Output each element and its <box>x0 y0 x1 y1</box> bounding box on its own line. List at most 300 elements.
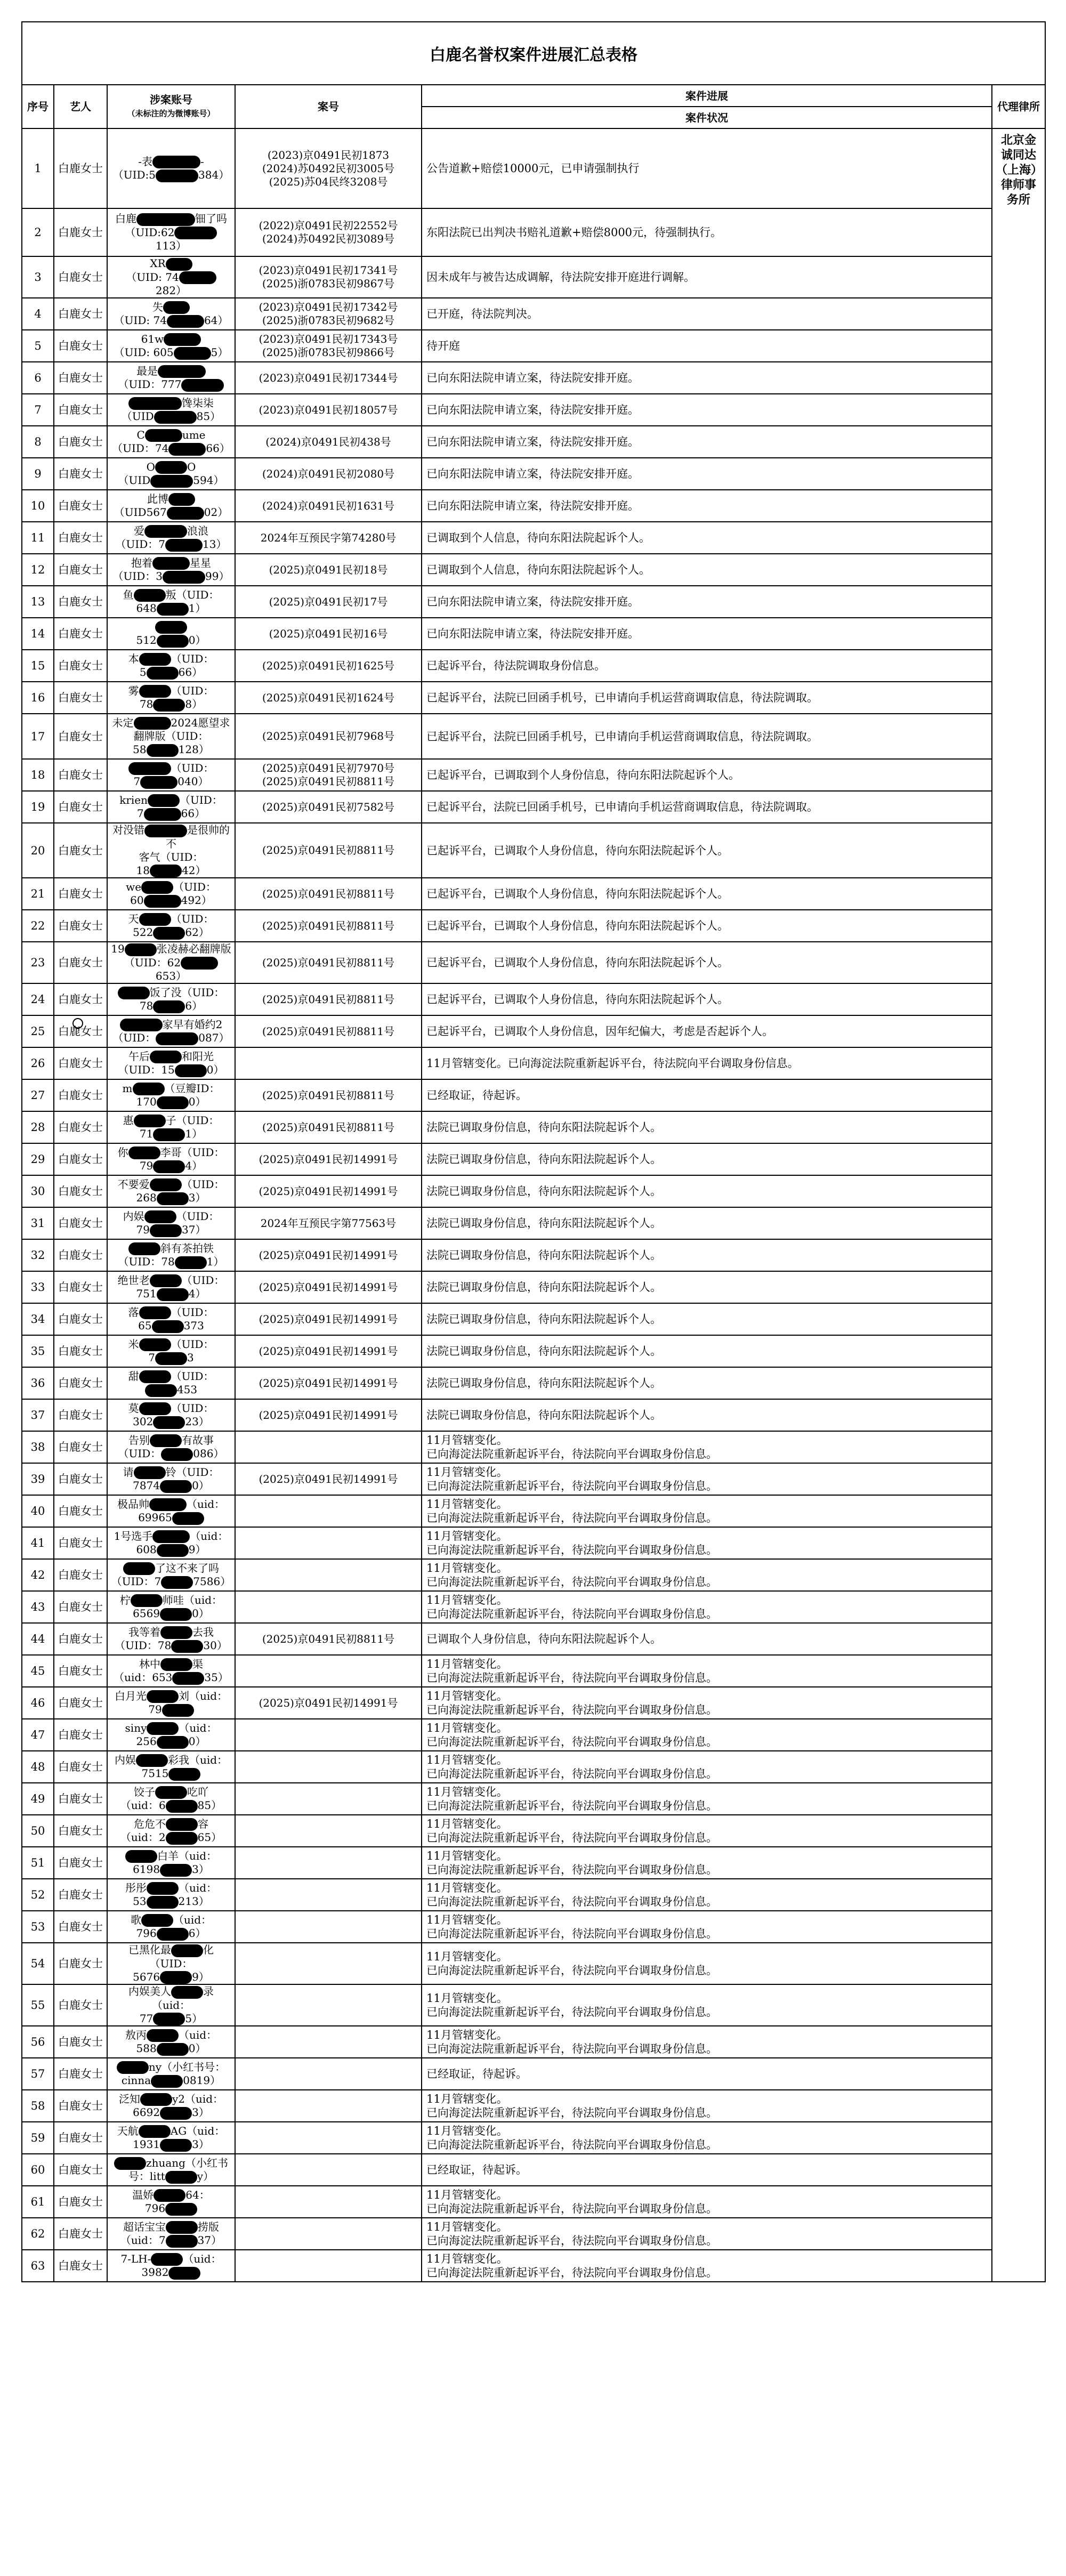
account-text: （UID： <box>171 912 214 925</box>
row-account <box>107 2250 235 2282</box>
account-line <box>111 442 231 456</box>
redaction-mark <box>150 1274 182 1287</box>
case-number-line: (2025)京0491民初8811号 <box>262 887 395 900</box>
row-case-number <box>235 1879 422 1911</box>
account-line <box>111 1927 231 1941</box>
redaction-mark <box>162 1704 194 1717</box>
account-text: 7 <box>148 1351 155 1364</box>
table-row <box>22 791 1045 823</box>
account-text: 3982 <box>141 2266 169 2279</box>
account-text: 3） <box>188 1191 206 1204</box>
account-text: siny <box>125 1721 147 1734</box>
row-account <box>107 1495 235 1527</box>
account-text: 64： <box>185 2188 210 2201</box>
row-account <box>107 362 235 394</box>
row-status <box>422 1751 992 1783</box>
account-text: 莫 <box>128 1401 139 1415</box>
row-account <box>107 1303 235 1335</box>
row-artist: 白鹿女士 <box>54 1687 107 1719</box>
row-case-number <box>235 1431 422 1463</box>
redaction-mark <box>166 1800 198 1813</box>
account-line <box>111 1985 231 2012</box>
redaction-mark <box>160 1971 192 1984</box>
account-text: 5） <box>211 346 229 359</box>
account-text: 天航 <box>117 2124 139 2137</box>
row-number: 7 <box>22 394 54 426</box>
redaction-mark <box>128 397 182 410</box>
status-line: 11月管辖变化。 <box>426 2029 508 2041</box>
row-status <box>422 1847 992 1879</box>
row-account <box>107 942 235 983</box>
row-number: 59 <box>22 2122 54 2154</box>
account-text: 42） <box>182 863 206 877</box>
account-line <box>111 1671 231 1685</box>
account-text: 饭了没（UID： <box>149 986 225 999</box>
header-progress: 案件进展 <box>422 85 992 107</box>
account-line <box>111 271 231 298</box>
account-text: 雾 <box>128 684 139 697</box>
row-case-number <box>235 1495 422 1527</box>
account-line <box>111 2202 231 2216</box>
account-line <box>111 397 231 410</box>
account-text: 9） <box>188 1543 206 1556</box>
account-text: 极品帅 <box>117 1497 149 1511</box>
redaction-mark <box>160 1864 192 1877</box>
table-row <box>22 1623 1045 1655</box>
row-number: 53 <box>22 1911 54 1943</box>
account-line <box>111 2125 231 2138</box>
table-row <box>22 1943 1045 1984</box>
account-text: 61w <box>141 332 164 345</box>
account-text: （UID： <box>180 793 223 806</box>
account-text: （uid： <box>179 1721 217 1734</box>
account-text: 5676 <box>133 1970 160 1983</box>
account-line <box>111 730 231 743</box>
row-status <box>422 2026 992 2058</box>
account-text: 0） <box>192 1479 209 1492</box>
account-text: 师哇（uid： <box>162 1593 223 1606</box>
account-text: 512 <box>136 634 157 647</box>
row-status <box>422 1335 992 1367</box>
account-line <box>111 365 231 378</box>
status-line: 11月管辖变化。 <box>426 1722 508 1734</box>
status-line: 已调取到个人信息，待向东阳法院起诉个人。 <box>426 531 650 544</box>
row-case-number <box>235 1335 422 1367</box>
account-line <box>111 986 231 1000</box>
status-line: 11月管辖变化。 <box>426 1530 508 1543</box>
redaction-mark <box>171 1640 203 1653</box>
redaction-mark <box>151 2075 183 2088</box>
account-text: 086） <box>193 1447 224 1460</box>
account-line <box>111 1786 231 1799</box>
row-artist: 白鹿女士 <box>54 1271 107 1303</box>
redaction-mark <box>153 1416 185 1429</box>
redaction-mark <box>139 1402 171 1415</box>
account-text: 落 <box>128 1305 139 1319</box>
account-text: 7-LH- <box>120 2252 151 2265</box>
status-line: 已起诉平台，已调取个人身份信息，待向东阳法院起诉个人。 <box>426 844 729 857</box>
row-number: 30 <box>22 1175 54 1207</box>
redaction-mark <box>134 1115 166 1127</box>
redaction-mark <box>165 539 203 552</box>
status-line: 已起诉平台，已调取个人身份信息，待向东阳法院起诉个人。 <box>426 887 729 900</box>
redaction-mark <box>155 1786 187 1799</box>
row-case-number <box>235 1655 422 1687</box>
row-artist: 白鹿女士 <box>54 1111 107 1143</box>
account-text: 18 <box>136 863 150 877</box>
account-line <box>111 168 231 182</box>
row-case-number <box>235 1079 422 1111</box>
account-text: 78 <box>139 698 154 710</box>
account-text: （UID：777 <box>118 378 182 391</box>
account-text: O <box>146 460 155 473</box>
account-text: 2024愿望求 <box>171 716 230 729</box>
row-status <box>422 1623 992 1655</box>
account-line <box>111 1159 231 1173</box>
redaction-mark <box>150 1224 182 1237</box>
account-text: 087） <box>198 1031 230 1044</box>
row-status <box>422 682 992 714</box>
account-line <box>111 2138 231 2152</box>
redaction-mark <box>131 1594 163 1607</box>
row-number: 19 <box>22 791 54 823</box>
account-text: 37） <box>197 2234 222 2247</box>
case-number-line: (2025)京0491民初7970号 <box>262 762 395 774</box>
status-line: 已调取到个人信息，待向东阳法院起诉个人。 <box>426 563 650 576</box>
account-text: （UID:62 <box>125 225 175 239</box>
table-row <box>22 942 1045 983</box>
row-status <box>422 1943 992 1984</box>
row-artist: 白鹿女士 <box>54 330 107 362</box>
account-line <box>111 1479 231 1493</box>
row-case-number <box>235 586 422 618</box>
status-line: 已向东阳法院申请立案，待法院安排开庭。 <box>426 595 639 608</box>
account-text: y） <box>197 2170 214 2183</box>
case-number-line: (2025)京0491民初18号 <box>269 563 388 576</box>
redaction-mark <box>157 1096 189 1109</box>
table-row <box>22 554 1045 586</box>
status-line: 已起诉平台，法院已回函手机号，已申请向手机运营商调取信息，待法院调取。 <box>426 691 818 704</box>
account-text: 不要爱 <box>117 1177 150 1191</box>
account-text: （UID： <box>171 1401 214 1415</box>
account-text: cinna <box>121 2074 151 2087</box>
redaction-mark <box>134 589 166 602</box>
table-row <box>22 1591 1045 1623</box>
row-number: 17 <box>22 714 54 759</box>
row-case-number <box>235 1143 422 1175</box>
account-text: 1） <box>206 1255 224 1268</box>
header-seq: 序号 <box>22 85 54 128</box>
account-text: 653） <box>155 970 187 982</box>
redaction-mark <box>166 1832 198 1845</box>
row-account <box>107 2218 235 2250</box>
law-firm <box>992 128 1045 2282</box>
account-line <box>111 346 231 360</box>
account-line <box>111 378 231 392</box>
row-case-number <box>235 1911 422 1943</box>
row-case-number <box>235 1175 422 1207</box>
account-line <box>111 2220 231 2234</box>
redaction-mark <box>136 213 195 226</box>
header-case-no: 案号 <box>235 85 422 128</box>
redaction-mark <box>175 1256 207 1269</box>
account-text: （UID： <box>171 1369 214 1383</box>
status-line: 已向东阳法院申请立案，待法院安排开庭。 <box>426 372 639 384</box>
row-case-number <box>235 1751 422 1783</box>
status-line: 法院已调取身份信息，待向东阳法院起诉个人。 <box>426 1281 661 1294</box>
row-number: 42 <box>22 1559 54 1591</box>
status-line: 11月管辖变化。 <box>426 1850 508 1862</box>
redaction-mark <box>163 301 190 314</box>
account-line <box>111 1543 231 1557</box>
account-text: （UID567 <box>114 506 167 519</box>
row-account <box>107 878 235 910</box>
account-text: （UID： <box>181 1273 225 1287</box>
account-text: 客气（UID： <box>139 850 204 863</box>
row-account <box>107 759 235 791</box>
row-status <box>422 256 992 298</box>
status-line: 11月管辖变化。 <box>426 1594 508 1606</box>
table-row <box>22 1783 1045 1815</box>
table-row <box>22 1015 1045 1047</box>
case-number-line: (2025)京0491民初14991号 <box>259 1696 398 1709</box>
account-text: （uid： <box>178 2028 217 2041</box>
row-artist: 白鹿女士 <box>54 554 107 586</box>
account-line <box>111 461 231 474</box>
case-number-line: (2025)京0491民初14991号 <box>259 1376 398 1390</box>
row-artist: 白鹿女士 <box>54 2186 107 2218</box>
redaction-mark <box>147 2029 179 2042</box>
row-account <box>107 1879 235 1911</box>
account-line <box>111 1095 231 1109</box>
row-number: 29 <box>22 1143 54 1175</box>
account-line <box>111 1881 231 1895</box>
row-number: 1 <box>22 128 54 208</box>
account-text: 柠 <box>119 1593 131 1606</box>
row-case-number <box>235 1623 422 1655</box>
row-account <box>107 1239 235 1271</box>
redaction-mark <box>165 2203 197 2216</box>
redaction-mark <box>139 2125 171 2138</box>
account-text: 66） <box>206 442 230 455</box>
row-number: 47 <box>22 1719 54 1751</box>
row-case-number <box>235 1559 422 1591</box>
account-line <box>111 556 231 570</box>
case-number-line: (2025)浙0783民初9866号 <box>262 346 395 359</box>
redaction-mark <box>145 1384 177 1397</box>
table-row <box>22 1175 1045 1207</box>
account-text: 79 <box>139 1159 154 1172</box>
row-case-number <box>235 2026 422 2058</box>
status-line: 已调取个人身份信息，待向东阳法院起诉个人。 <box>426 1633 661 1645</box>
status-line: 已向海淀法院重新起诉平台，待法院向平台调取身份信息。 <box>426 2006 717 2018</box>
row-artist: 白鹿女士 <box>54 878 107 910</box>
case-number-line: (2023)京0491民初17344号 <box>259 371 398 384</box>
account-text: （豆瓣ID： <box>164 1081 220 1095</box>
row-number: 12 <box>22 554 54 586</box>
row-artist: 白鹿女士 <box>54 1463 107 1495</box>
status-line: 已向海淀法院重新起诉平台，待法院向平台调取身份信息。 <box>426 1703 717 1716</box>
status-line: 11月管辖变化。已向海淀法院重新起诉平台，待法院向平台调取身份信息。 <box>426 1057 799 1070</box>
status-line: 已向海淀法院重新起诉平台，待法院向平台调取身份信息。 <box>426 1831 717 1844</box>
status-line: 已向海淀法院重新起诉平台，待法院向平台调取身份信息。 <box>426 2042 717 2055</box>
row-number: 54 <box>22 1943 54 1984</box>
row-number: 8 <box>22 426 54 458</box>
account-text: 02） <box>204 506 229 519</box>
row-number: 52 <box>22 1879 54 1911</box>
account-line <box>111 1735 231 1749</box>
table-row <box>22 522 1045 554</box>
row-status <box>422 791 992 823</box>
row-account <box>107 1623 235 1655</box>
account-text: （UID： <box>171 1337 214 1351</box>
account-text: 492） <box>181 894 212 907</box>
account-text: 60 <box>130 894 144 907</box>
row-account <box>107 1431 235 1463</box>
account-line <box>111 1127 231 1141</box>
row-account <box>107 650 235 682</box>
row-status <box>422 1015 992 1047</box>
case-number-line: (2025)京0491民初14991号 <box>259 1280 398 1294</box>
row-status <box>422 1111 992 1143</box>
case-number-line: (2023)京0491民初17342号 <box>259 301 398 313</box>
table-row <box>22 1047 1045 1079</box>
account-text: 了这不来了吗 <box>155 1561 219 1574</box>
status-line: 已起诉平台，已调取个人身份信息，待向东阳法院起诉个人。 <box>426 919 729 932</box>
account-text: （UID: 605 <box>114 346 174 359</box>
status-line: 法院已调取身份信息，待向东阳法院起诉个人。 <box>426 1377 661 1390</box>
redaction-mark <box>144 825 187 837</box>
row-artist: 白鹿女士 <box>54 759 107 791</box>
account-text: 7586） <box>193 1575 231 1588</box>
account-text: 你 <box>117 1145 128 1159</box>
row-status <box>422 330 992 362</box>
status-line: 11月管辖变化。 <box>426 1498 508 1511</box>
account-text: 彩我（uid： <box>167 1753 228 1766</box>
document-sheet <box>21 21 1045 2282</box>
account-text: 282） <box>155 284 187 297</box>
row-status <box>422 1984 992 2026</box>
row-number: 44 <box>22 1623 54 1655</box>
row-account <box>107 2090 235 2122</box>
redaction-mark <box>152 1530 190 1543</box>
account-text: 爱 <box>134 524 144 537</box>
row-artist: 白鹿女士 <box>54 522 107 554</box>
account-text: 叛（UID： <box>165 588 220 601</box>
account-text: （UID：74 <box>112 442 169 455</box>
account-text: （UID <box>118 474 151 487</box>
row-artist: 白鹿女士 <box>54 256 107 298</box>
status-line: 11月管辖变化。 <box>426 2189 508 2201</box>
account-text: 796 <box>136 1927 157 1940</box>
row-account <box>107 1463 235 1495</box>
row-status <box>422 2154 992 2186</box>
redaction-mark <box>156 1032 198 1045</box>
table-row <box>22 759 1045 791</box>
row-number: 57 <box>22 2058 54 2090</box>
account-line <box>111 538 231 552</box>
account-text: （UID:5 <box>112 168 156 181</box>
row-artist: 白鹿女士 <box>54 1431 107 1463</box>
row-case-number <box>235 1111 422 1143</box>
account-line <box>111 823 231 851</box>
row-status <box>422 1911 992 1943</box>
row-number: 28 <box>22 1111 54 1143</box>
row-account <box>107 128 235 208</box>
redaction-mark <box>147 667 179 680</box>
row-number: 34 <box>22 1303 54 1335</box>
row-account <box>107 2154 235 2186</box>
row-case-number <box>235 1847 422 1879</box>
account-line <box>111 1415 231 1429</box>
redaction-mark <box>165 2171 197 2184</box>
account-text: 64） <box>204 314 229 327</box>
row-artist: 白鹿女士 <box>54 1911 107 1943</box>
account-line <box>111 314 231 328</box>
table-row <box>22 586 1045 618</box>
row-number: 41 <box>22 1527 54 1559</box>
account-text: 170 <box>136 1095 157 1108</box>
account-text: C <box>136 428 145 441</box>
account-text: 522 <box>133 926 154 939</box>
case-number-line: (2025)京0491民初14991号 <box>259 1152 398 1166</box>
account-text: 惠 <box>123 1113 134 1127</box>
redaction-mark <box>160 2139 192 2152</box>
account-text: 渠 <box>192 1657 203 1670</box>
account-text: 3） <box>192 1863 209 1876</box>
account-line <box>111 2252 231 2266</box>
redaction-mark <box>168 1768 200 1781</box>
account-line <box>111 1031 231 1045</box>
row-number: 51 <box>22 1847 54 1879</box>
redaction-mark <box>133 1083 165 1095</box>
row-artist: 白鹿女士 <box>54 394 107 426</box>
row-status <box>422 128 992 208</box>
status-line: 已起诉平台，已调取到个人身份信息，待向东阳法院起诉个人。 <box>426 769 740 781</box>
row-number: 26 <box>22 1047 54 1079</box>
table-row <box>22 2026 1045 2058</box>
account-text: （UID：78 <box>115 1639 172 1652</box>
redaction-mark <box>123 1562 155 1575</box>
row-account <box>107 1527 235 1559</box>
account-text: 已黑化最 <box>128 1943 171 1956</box>
row-number: 32 <box>22 1239 54 1271</box>
case-number-line: (2022)京0491民初22552号 <box>259 219 398 232</box>
row-artist: 白鹿女士 <box>54 586 107 618</box>
table-row <box>22 2218 1045 2250</box>
account-line <box>111 851 231 864</box>
account-text: ume <box>182 428 206 441</box>
status-line: 11月管辖变化。 <box>426 1690 508 1702</box>
row-artist: 白鹿女士 <box>54 1399 107 1431</box>
account-text: 453 <box>176 1383 198 1396</box>
account-text: ny（小红书号： <box>148 2060 226 2073</box>
row-artist: 白鹿女士 <box>54 490 107 522</box>
case-number-line: (2023)京0491民初1873 <box>267 148 390 161</box>
redaction-mark <box>172 1672 204 1685</box>
redaction-mark <box>144 808 181 821</box>
account-line <box>111 2093 231 2106</box>
status-line: 已向海淀法院重新起诉平台，待法院向平台调取身份信息。 <box>426 2138 717 2151</box>
account-text: 绝世老 <box>117 1273 150 1287</box>
account-text: 65） <box>197 1831 222 1844</box>
redaction-mark <box>154 2189 185 2202</box>
account-text: 去我 <box>192 1625 214 1638</box>
account-text: 85） <box>197 1799 222 1812</box>
row-account <box>107 1335 235 1367</box>
row-status <box>422 2122 992 2154</box>
account-line <box>111 864 231 878</box>
